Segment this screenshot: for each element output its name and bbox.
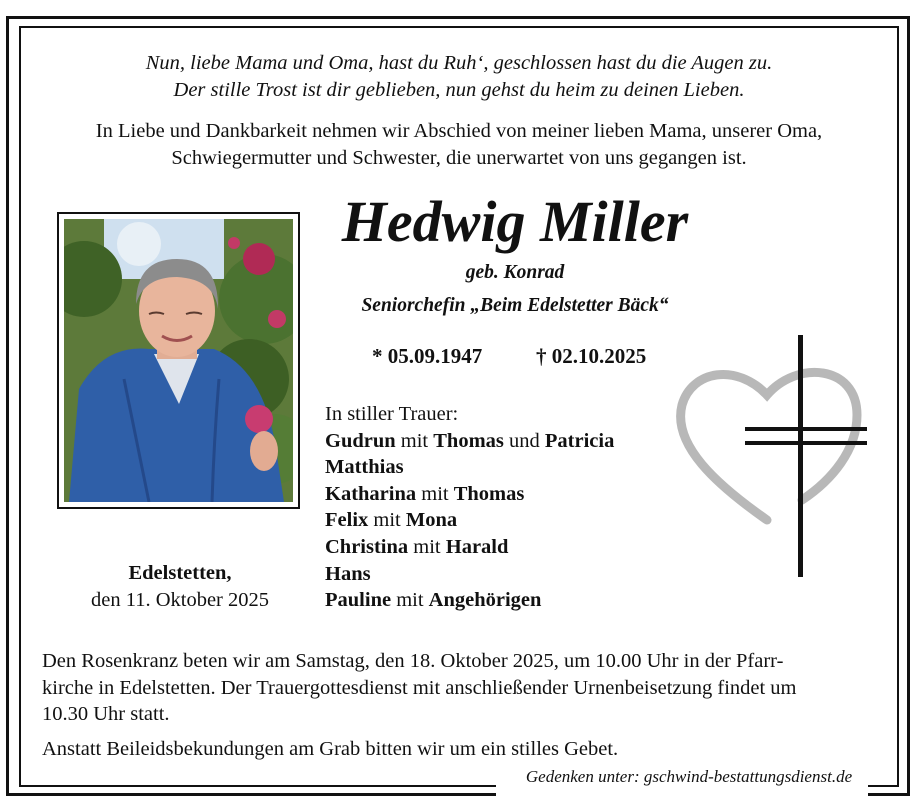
- mourner-name: Harald: [445, 535, 509, 558]
- mourner-connector: mit: [395, 429, 434, 452]
- mourner-line: [325, 507, 614, 534]
- mourner-name: Katharina: [325, 482, 417, 505]
- poem-line: Der stille Trost ist dir geblieben, nun gehst du heim zu deinen Lieben.: [173, 79, 745, 101]
- mourner-connector: mit: [416, 482, 454, 505]
- portrait-photo: [57, 212, 300, 509]
- mourner-line: [325, 481, 614, 508]
- mourners-heading: In stiller Trauer:: [325, 403, 459, 425]
- birth-name: geb. Konrad: [465, 262, 565, 283]
- mourner-connector: mit: [408, 535, 446, 558]
- portrait-image: [64, 219, 293, 502]
- place-and-date: [60, 560, 300, 614]
- mourner-name: Mona: [405, 509, 458, 532]
- notice-line: kirche in Edelstetten. Der Trauergottesdienst mit anschließender Urnenbeisetzung findet um: [42, 676, 797, 699]
- mourner-line: [325, 561, 614, 588]
- service-notice: [42, 648, 880, 762]
- mourner-name: Matthias: [325, 456, 404, 479]
- mourner-line: [325, 534, 614, 561]
- notice-date: den 11. Oktober 2025: [90, 589, 269, 611]
- notice-line: Anstatt Beileidsbekundungen am Grab bitten wir um ein stilles Gebet.: [42, 737, 619, 760]
- death-date: † 02.10.2025: [536, 344, 647, 368]
- memorial-link[interactable]: Gedenken unter: gschwind-bestattungsdienst.de: [525, 767, 853, 786]
- mourner-name: Pauline: [325, 589, 392, 612]
- mourner-name: Patricia: [544, 429, 615, 452]
- birth-date: * 05.09.1947: [372, 344, 483, 368]
- mourner-connector: und: [503, 429, 545, 452]
- mourner-line: [325, 587, 614, 614]
- place-name: Edelstetten,: [128, 562, 232, 584]
- mourner-name: Thomas: [453, 482, 525, 505]
- notice-line: Den Rosenkranz beten wir am Samstag, den 18. Oktober 2025, um 10.00 Uhr in der Pfarr-: [42, 650, 784, 672]
- mourner-connector: mit: [391, 589, 429, 612]
- mourner-name: Thomas: [433, 429, 504, 452]
- intro-line: Schwiegermutter und Schwester, die unerwartet von uns gegangen ist.: [171, 147, 747, 169]
- mourner-name: Felix: [325, 509, 369, 532]
- intro-text: [24, 118, 894, 172]
- mourner-name: Christina: [325, 535, 409, 558]
- poem: [24, 50, 894, 104]
- heart-cross-icon: [672, 335, 872, 580]
- mourner-line: [325, 454, 614, 481]
- mourners-list: [325, 401, 614, 614]
- poem-line: Nun, liebe Mama und Oma, hast du Ruh‘, geschlossen hast du die Augen zu.: [145, 52, 773, 74]
- mourner-name: Angehörigen: [428, 589, 542, 612]
- deceased-role: Seniorchefin „Beim Edelstetter Bäck“: [361, 295, 669, 316]
- mourner-connector: mit: [368, 509, 406, 532]
- mourner-name: Hans: [325, 562, 371, 585]
- notice-line: 10.30 Uhr statt.: [42, 703, 170, 725]
- mourner-line: [325, 428, 614, 455]
- mourner-name: Gudrun: [325, 429, 396, 452]
- intro-line: In Liebe und Dankbarkeit nehmen wir Abschied von meiner lieben Mama, unserer Oma,: [95, 120, 823, 142]
- deceased-name: Hedwig Miller: [341, 189, 689, 254]
